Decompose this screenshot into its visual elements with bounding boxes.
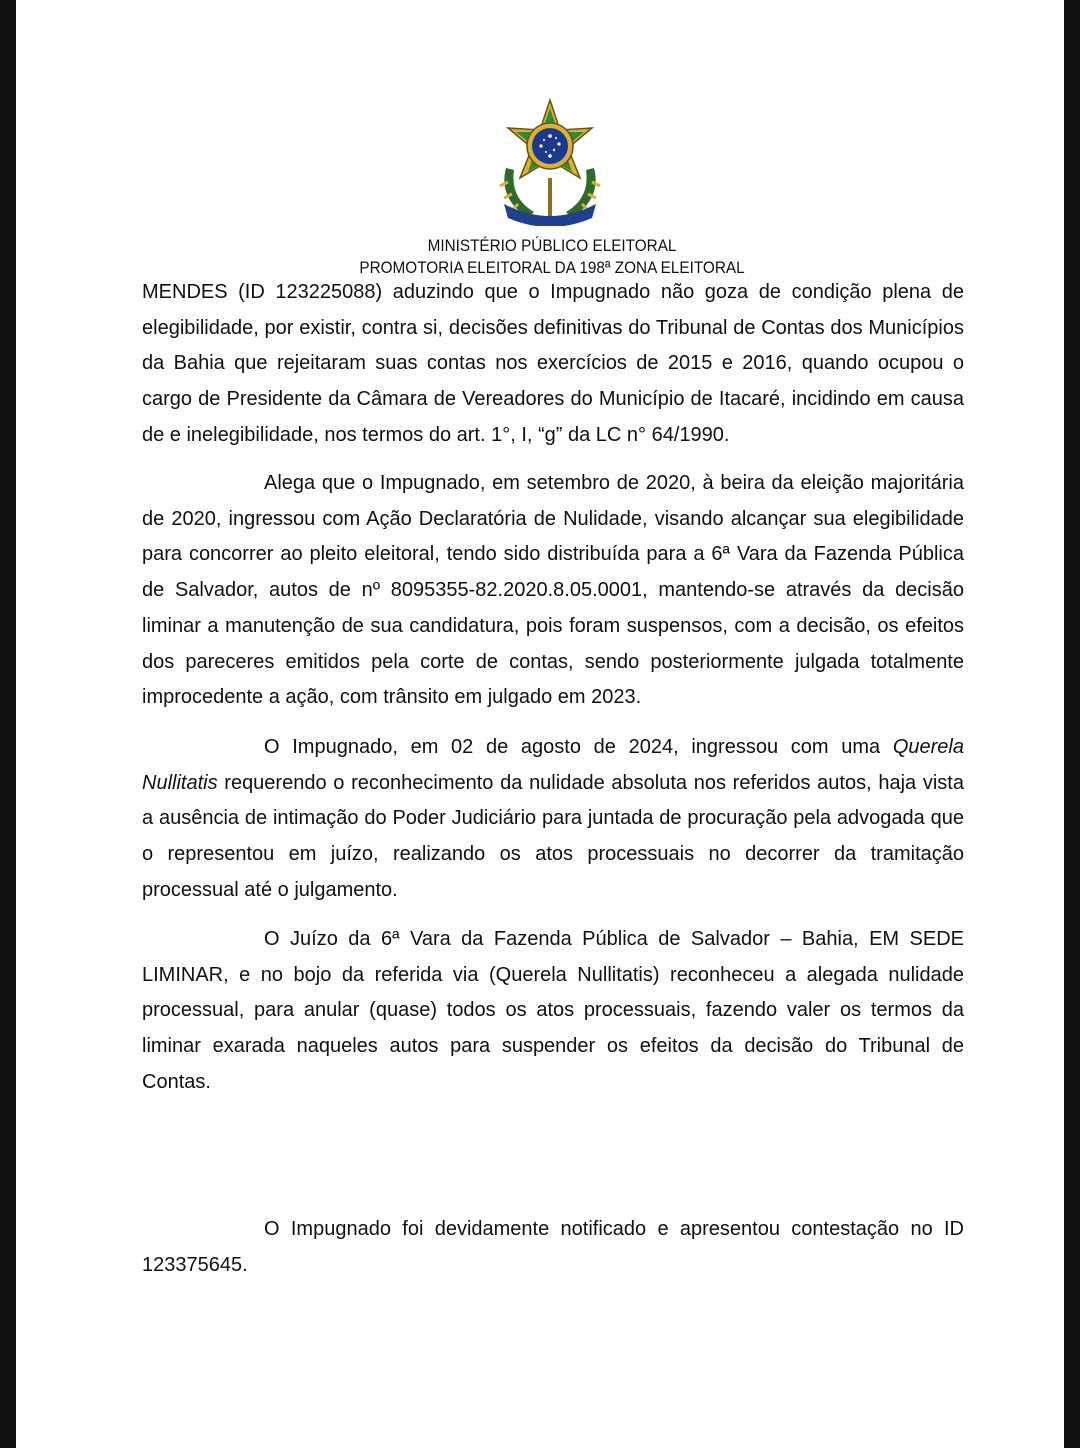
paragraph-5: O Impugnado foi devidamente notificado e apresentou contestação no ID 123375645. — [142, 1218, 964, 1276]
header-institution: MINISTÉRIO PÚBLICO ELEITORAL — [427, 236, 677, 255]
coat-of-arms-of-brazil-icon — [488, 98, 612, 226]
paragraph-4: O Juízo da 6ª Vara da Fazenda Pública de Salvador – Bahia, EM SEDE LIMINAR, e no bojo da referida via (Querela Nullitatis) reconheceu a alegada nulidade processual, para anular (quase) todos os atos processuais, fazendo valer os termos da liminar exarada naqueles autos para suspender os efeitos da decisão do Tribunal de Contas. — [142, 928, 964, 1093]
paragraph-3-italic-term: Querela Nullitatis — [142, 736, 964, 794]
right-edge — [1064, 0, 1080, 1448]
paragraph-1: MENDES (ID 123225088) aduzindo que o Impugnado não goza de condição plena de elegibilidade, por existir, contra si, decisões definitivas do Tribunal de Contas dos Municípios da Bahia que rejeitaram suas contas nos exercícios de 2015 e 2016, quando ocupou o cargo de Presidente da Câmara de Vereadores do Município de Itacaré, incidindo em causa de e inelegibilidade, nos termos do art. 1°, I, “g” da LC n° 64/1990. — [142, 281, 964, 446]
paragraph-3-part-1: O Impugnado, em 02 de agosto de 2024, ingressou com uma — [264, 736, 893, 758]
header-office: PROMOTORIA ELEITORAL DA 198ª ZONA ELEITORAL — [359, 258, 745, 277]
paragraph-3-part-2: requerendo o reconhecimento da nulidade absoluta nos referidos autos, haja vista a ausência de intimação do Poder Judiciário para juntada de procuração pela advogada que o representou em juízo, realizando os atos processuais no decorrer da tramitação processual até o julgamento. — [142, 771, 964, 901]
paragraph-2: Alega que o Impugnado, em setembro de 2020, à beira da eleição majoritária de 2020, ingressou com Ação Declaratória de Nulidade, visando alcançar sua elegibilidade para concorrer ao pleito eleitoral, tendo sido distribuída para a 6ª Vara da Fazenda Pública de Salvador, autos de nº 8095355-82.2020.8.05.0001, mantendo-se através da decisão liminar a manutenção de sua candidatura, pois foram suspensos, com a decisão, os efeitos dos pareceres emitidos pela corte de contas, sendo posteriormente julgada totalmente improcedente a ação, com trânsito em julgado em 2023. — [142, 472, 964, 709]
paragraph-3 — [142, 730, 964, 909]
left-edge — [0, 0, 16, 1448]
